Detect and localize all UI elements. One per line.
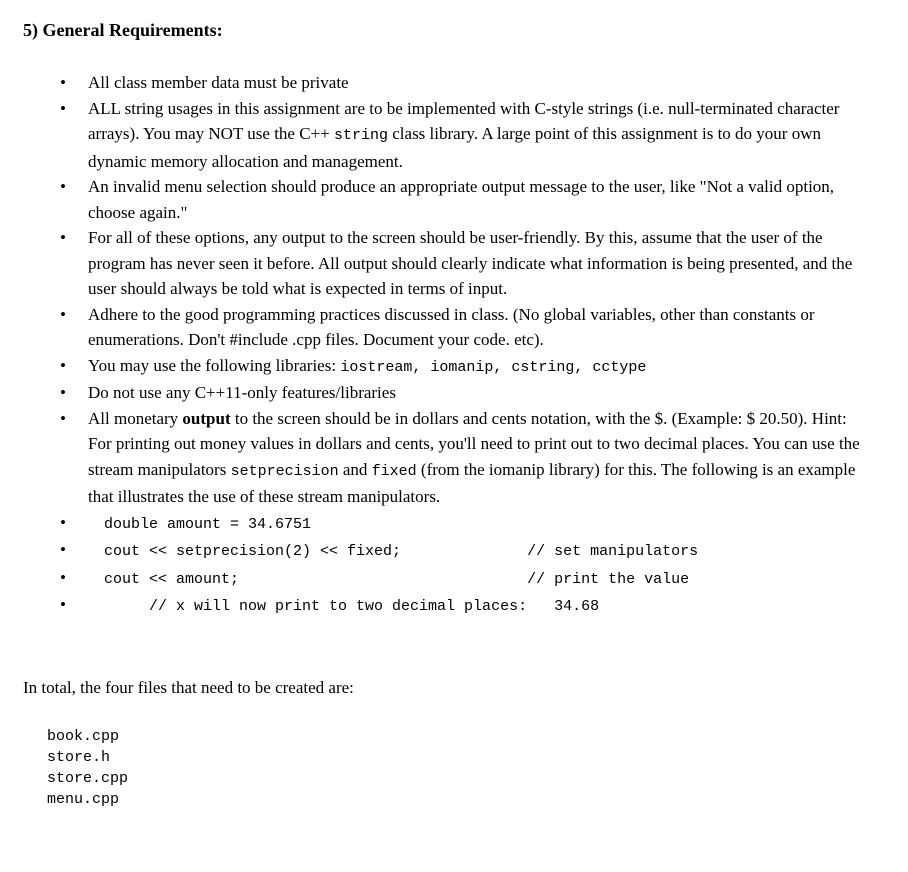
file-name: store.cpp [47, 770, 129, 787]
file-name: book.cpp [47, 728, 120, 745]
list-item [23, 174, 872, 225]
text-run: and [338, 459, 372, 479]
list-item [23, 96, 872, 175]
list-item [23, 225, 872, 302]
text-run: Adhere to the good programming practices discussed in class. (No global variables, other than constants or enumerations. Don't #include .cpp files. Document your code. etc). [88, 304, 815, 349]
code-list-item [23, 565, 872, 593]
code-run: string [333, 127, 388, 144]
code-run: setprecision [230, 462, 339, 480]
list-item [23, 302, 872, 353]
code-run: fixed [371, 462, 417, 480]
text-run: You may use the following libraries: [88, 355, 341, 375]
code-run: double amount = 34.6751 [104, 515, 312, 533]
requirements-list [23, 70, 872, 620]
code-run: cout << setprecision(2) << fixed; // set manipulators [104, 543, 699, 560]
text-run: Do not use any C++11-only features/libraries [88, 383, 396, 402]
code-list-item [23, 510, 872, 538]
text-run: (from the iomanip library) for this. The following is an example that illustrates the use of these stream manipulators. [88, 459, 856, 506]
file-list [47, 726, 872, 810]
bold-run: output [182, 408, 231, 428]
list-item [23, 70, 872, 96]
code-list-item [23, 537, 872, 565]
list-item [23, 380, 872, 406]
list-item [23, 353, 872, 381]
code-run: cout << amount; // print the value [104, 570, 690, 588]
text-run: class library. A large point of this assignment is to do your own dynamic memory allocation and management. [88, 124, 821, 171]
code-list-item [23, 592, 872, 620]
text-run: For all of these options, any output to the screen should be user-friendly. By this, assume that the user of the program has never seen it before. All output should clearly indicate what information is being presented, and the user should always be told what is expected in terms of input. [88, 228, 853, 298]
section-heading: 5) General Requirements: [23, 20, 223, 40]
closing-paragraph: In total, the four files that need to be created are: [23, 677, 354, 697]
code-run: iostream, iomanip, cstring, cctype [340, 358, 647, 376]
file-name: menu.cpp [47, 791, 120, 808]
text-run: ALL string usages in this assignment are to be implemented with C-style strings (i.e. null-terminated character arrays). You may NOT use the C++ [88, 98, 840, 143]
list-item [23, 406, 872, 510]
file-name: store.h [47, 749, 111, 766]
text-run: to the screen should be in dollars and cents notation, with the $. (Example: $ 20.50). Hint: For printing out money values in dollars and cents, you'll need to print out to two decimal places. You can use the stream manipulators [88, 408, 860, 479]
code-run: // x will now print to two decimal places: 34.68 [104, 598, 600, 615]
text-run: All monetary [88, 408, 183, 428]
text-run: An invalid menu selection should produce an appropriate output message to the user, like "Not a valid option, choose again." [88, 177, 835, 222]
text-run: All class member data must be private [88, 73, 349, 92]
